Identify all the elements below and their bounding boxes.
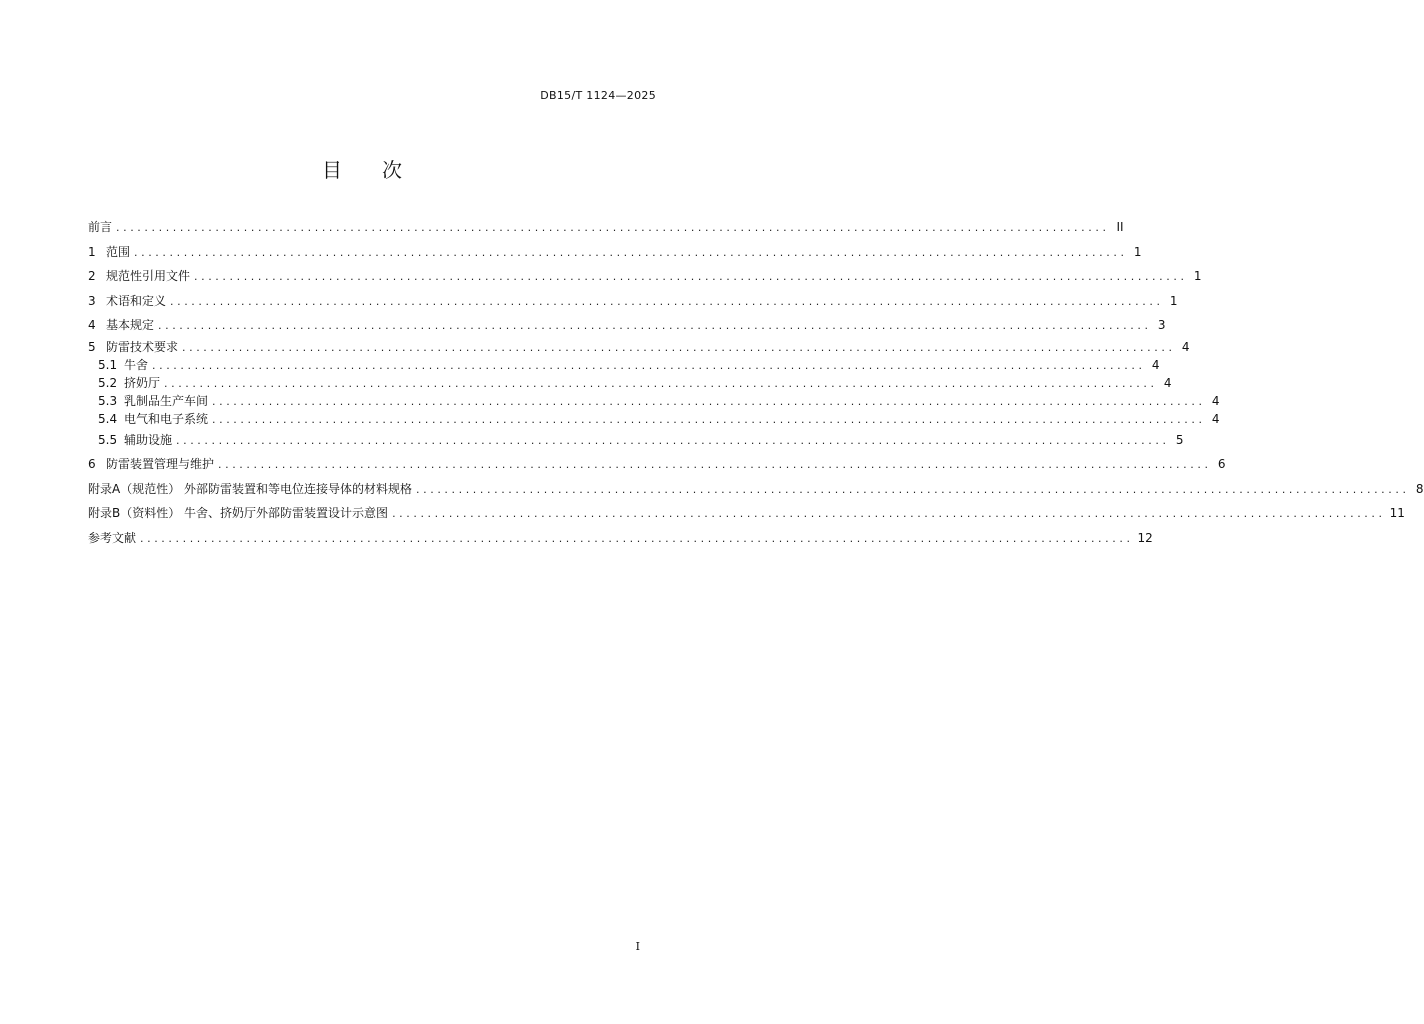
- toc-entry[interactable]: [88, 526, 1153, 551]
- toc-entry[interactable]: [88, 313, 1166, 338]
- toc-entry[interactable]: [88, 215, 1124, 240]
- toc-leader-dots: ............................................................................................................................................: [416, 482, 1410, 496]
- toc-entry[interactable]: [88, 410, 1220, 428]
- toc-entry-label: 防雷技术要求: [106, 339, 179, 354]
- toc-entry-number: 5: [88, 339, 96, 354]
- toc-entry-label: 附录A（规范性） 外部防雷装置和等电位连接导体的材料规格: [88, 481, 413, 496]
- toc-entry-number: 5.2: [98, 375, 118, 390]
- toc-entry-page: 11: [1389, 506, 1405, 520]
- toc-entry-number: 5.3: [98, 393, 118, 408]
- toc-entry-page: 6: [1217, 457, 1226, 471]
- toc-leader-dots: ............................................................................................................................................: [152, 358, 1146, 372]
- toc-entry-label: 附录B（资料性） 牛舍、挤奶厅外部防雷装置设计示意图: [88, 506, 389, 520]
- toc-entry-page: 1: [1133, 244, 1142, 259]
- toc-leader-dots: ............................................................................................................................................: [140, 531, 1134, 545]
- toc-leader-dots: ............................................................................................................................................: [212, 394, 1206, 408]
- toc-leader-dots: ............................................................................................................................................: [164, 376, 1158, 390]
- toc-leader-dots: ............................................................................................................................................: [158, 319, 1152, 332]
- toc-leader-dots: ............................................................................................................................................: [176, 433, 1170, 447]
- toc-entry-page: 4: [1211, 411, 1220, 426]
- toc-entry-page: 4: [1163, 375, 1172, 390]
- toc-entry[interactable]: [88, 501, 1405, 526]
- toc-leader-dots: ............................................................................................................................................: [182, 340, 1176, 354]
- toc-entry[interactable]: [88, 428, 1184, 453]
- toc-entry-page: 3: [1157, 318, 1166, 332]
- page-title: [0, 154, 724, 183]
- toc-leader-dots: ............................................................................................................................................: [134, 245, 1128, 259]
- toc-entry[interactable]: [88, 240, 1142, 265]
- toc-entry[interactable]: [88, 356, 1160, 374]
- toc-leader-dots: ............................................................................................................................................: [392, 507, 1386, 520]
- toc-entry-page: 4: [1211, 393, 1220, 408]
- toc-entry-number: 5.5: [98, 432, 118, 447]
- toc-entry-page: 1: [1193, 269, 1202, 283]
- toc-entry[interactable]: [88, 392, 1220, 410]
- footer-page-number: I: [635, 940, 640, 953]
- toc-entry[interactable]: [88, 289, 1178, 314]
- toc-entry-number: 3: [88, 293, 96, 308]
- toc-entry-page: 1: [1169, 293, 1178, 308]
- toc-leader-dots: ............................................................................................................................................: [212, 412, 1206, 426]
- toc-entry-number: 5.1: [98, 357, 118, 372]
- toc-entry-label: 挤奶厅: [124, 375, 161, 390]
- toc-entry[interactable]: [88, 452, 1226, 477]
- title-char-2: 次: [382, 158, 402, 182]
- toc-entry-page: 4: [1181, 339, 1190, 354]
- toc-entry-label: 前言: [88, 220, 113, 234]
- toc-entry-label: 乳制品生产车间: [124, 393, 209, 408]
- toc-entry-number: 6: [88, 457, 96, 471]
- toc-entry-number: 4: [88, 318, 96, 332]
- toc-leader-dots: ............................................................................................................................................: [170, 294, 1164, 308]
- toc-entry-page: 4: [1151, 357, 1160, 372]
- toc-entry[interactable]: [88, 264, 1202, 289]
- toc-entry[interactable]: [88, 338, 1190, 356]
- toc-list: [88, 215, 1424, 550]
- toc-entry-label: 范围: [106, 244, 131, 259]
- toc-entry-label: 电气和电子系统: [124, 411, 209, 426]
- toc-entry-page: II: [1116, 220, 1124, 234]
- toc-entry-label: 术语和定义: [106, 293, 167, 308]
- title-char-1: 目: [322, 158, 342, 182]
- toc-entry-label: 规范性引用文件: [106, 269, 191, 283]
- toc-entry-label: 辅助设施: [124, 432, 173, 447]
- toc-entry-page: 8: [1415, 481, 1424, 496]
- toc-entry-page: 5: [1175, 432, 1184, 447]
- toc-entry-label: 参考文献: [88, 530, 137, 545]
- toc-entry-label: 牛舍: [124, 357, 149, 372]
- toc-entry-number: 1: [88, 244, 96, 259]
- toc-entry-label: 基本规定: [106, 318, 155, 332]
- toc-leader-dots: ............................................................................................................................................: [218, 458, 1212, 471]
- toc-entry-number: 5.4: [98, 411, 118, 426]
- standard-code: DB15/T 1124—2025: [540, 89, 656, 102]
- toc-leader-dots: ............................................................................................................................................: [194, 270, 1188, 283]
- toc-entry-page: 12: [1137, 530, 1153, 545]
- toc-leader-dots: ............................................................................................................................................: [116, 221, 1110, 234]
- toc-entry[interactable]: [88, 477, 1424, 502]
- toc-entry-label: 防雷装置管理与维护: [106, 457, 215, 471]
- toc-entry[interactable]: [88, 374, 1172, 392]
- toc-entry-number: 2: [88, 269, 96, 283]
